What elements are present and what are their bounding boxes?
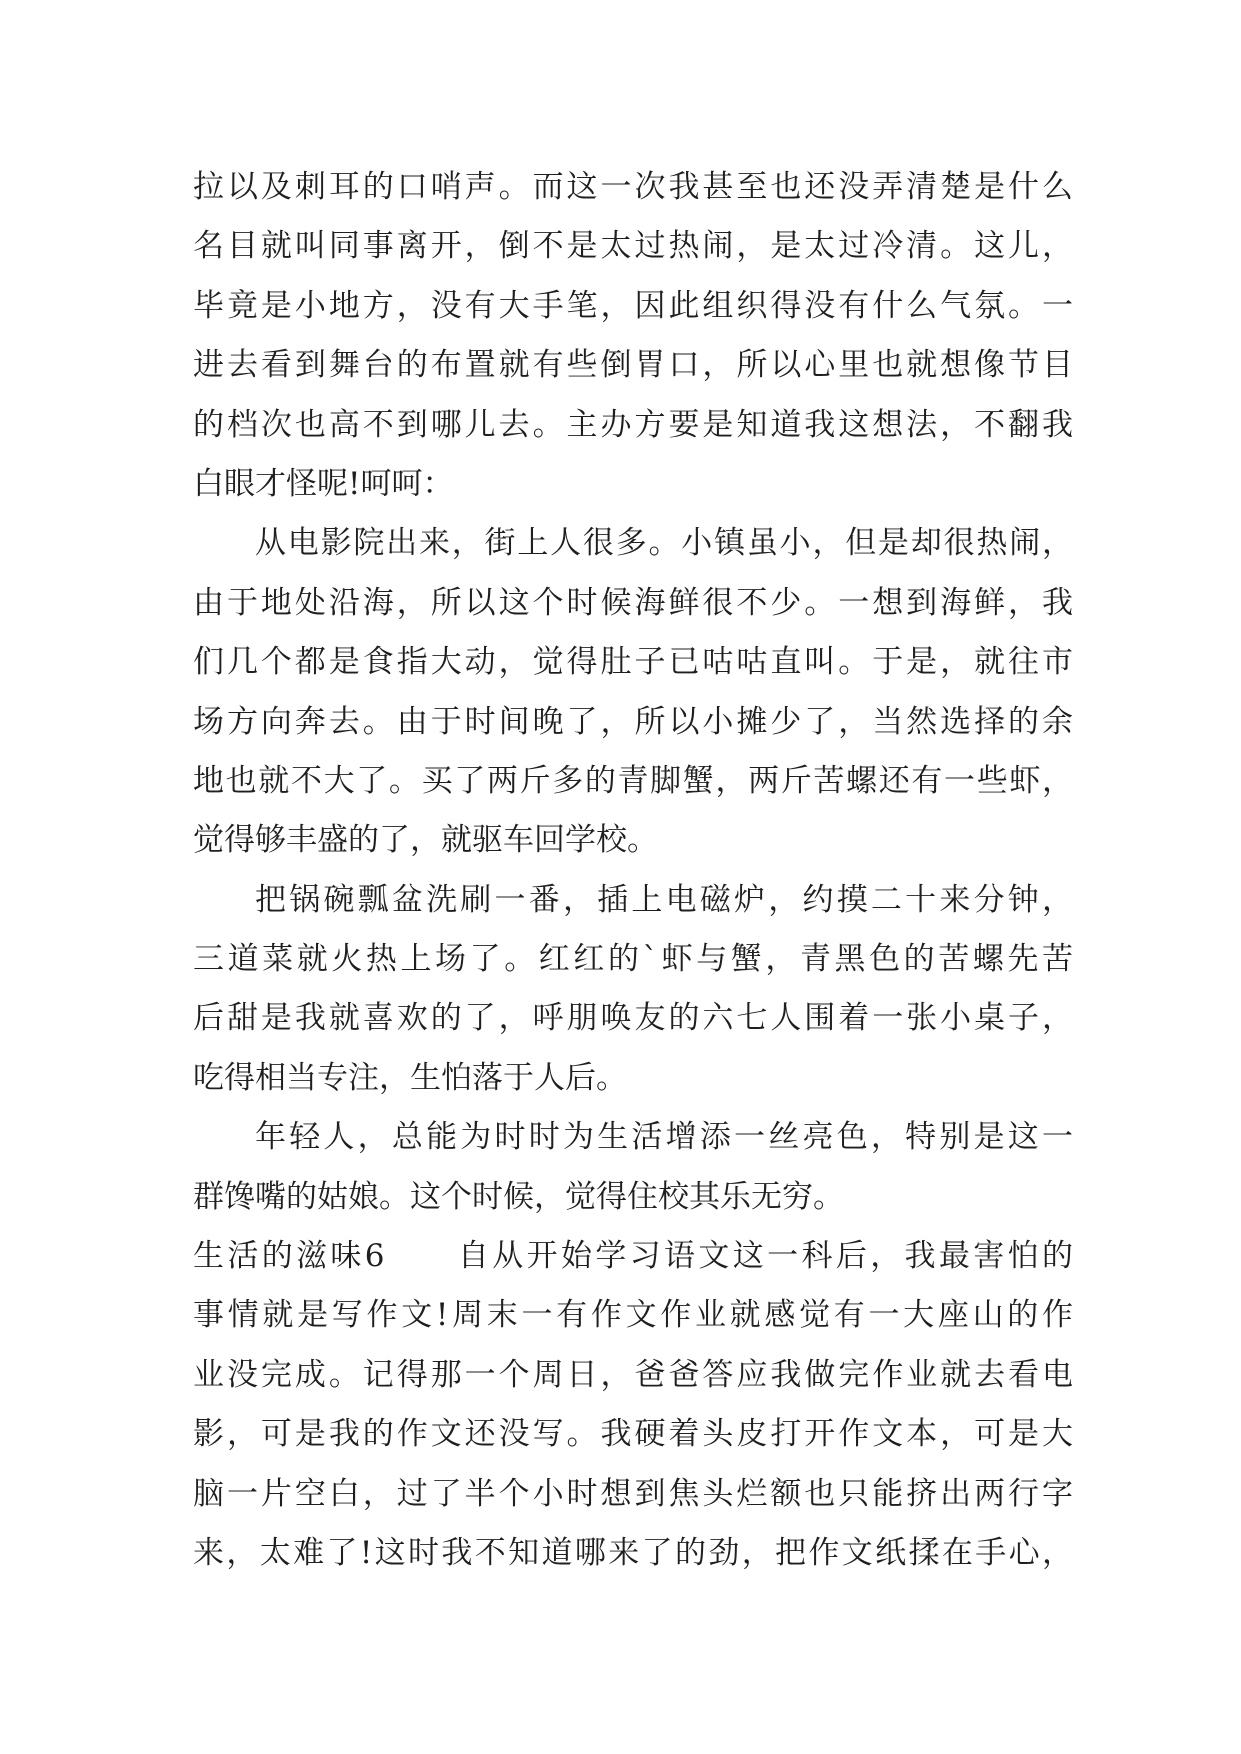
text-line: 的档次也高不到哪儿去。主办方要是知道我这想法，不翻我 [193,406,1073,443]
text-line: 业没完成。记得那一个周日，爸爸答应我做完作业就去看电 [193,1356,1073,1393]
paragraph-start-line: 把锅碗瓢盆洗刷一番，插上电磁炉，约摸二十来分钟， [255,881,1073,918]
text-line: 事情就是写作文!周末一有作文作业就感觉有一大座山的作 [193,1297,1073,1334]
text-line: 白眼才怪呢!呵呵： [193,465,454,502]
text-line: 影，可是我的作文还没写。我硬着头皮打开作文本，可是大 [193,1416,1073,1453]
text-line: 名目就叫同事离开，倒不是太过热闹，是太过冷清。这儿， [193,228,1073,265]
section-heading: 生活的滋味6 [193,1238,385,1275]
text-line: 来，太难了!这时我不知道哪来了的劲，把作文纸揉在手心， [193,1534,1073,1571]
paragraph-start-line: 从电影院出来，街上人很多。小镇虽小，但是却很热闹， [255,525,1073,562]
text-line: 脑一片空白，过了半个小时想到焦头烂额也只能挤出两行字 [193,1475,1073,1512]
text-line: 三道菜就火热上场了。红红的`虾与蟹，青黑色的苦螺先苦 [193,941,1073,978]
text-line: 场方向奔去。由于时间晚了，所以小摊少了，当然选择的余 [193,703,1073,740]
text-line: 后甜是我就喜欢的了，呼朋唤友的六七人围着一张小桌子， [193,1000,1073,1037]
text-line: 们几个都是食指大动，觉得肚子已咕咕直叫。于是，就往市 [193,644,1073,681]
section-heading-line [193,1227,1073,1286]
text-line: 群馋嘴的姑娘。这个时候，觉得住校其乐无穷。 [193,1178,844,1215]
text-line: 觉得够丰盛的了，就驱车回学校。 [193,822,658,859]
paragraph-start-line: 年轻人，总能为时时为生活增添一丝亮色，特别是这一 [255,1119,1073,1156]
text-line: 地也就不大了。买了两斤多的青脚蟹，两斤苦螺还有一些虾， [193,762,1073,799]
text-line: 吃得相当专注，生怕落于人后。 [193,1059,627,1096]
text-line: 进去看到舞台的布置就有些倒胃口，所以心里也就想像节目 [193,347,1073,384]
essay-text [193,158,1073,1583]
text-line: 毕竟是小地方，没有大手笔，因此组织得没有什么气氛。一 [193,287,1073,324]
text-line: 由于地处沿海，所以这个时候海鲜很不少。一想到海鲜，我 [193,584,1073,621]
text-line-segment: 自从开始学习语文这一科后，我最害怕的 [454,1238,1073,1275]
text-line: 拉以及刺耳的口哨声。而这一次我甚至也还没弄清楚是什么 [193,169,1073,205]
